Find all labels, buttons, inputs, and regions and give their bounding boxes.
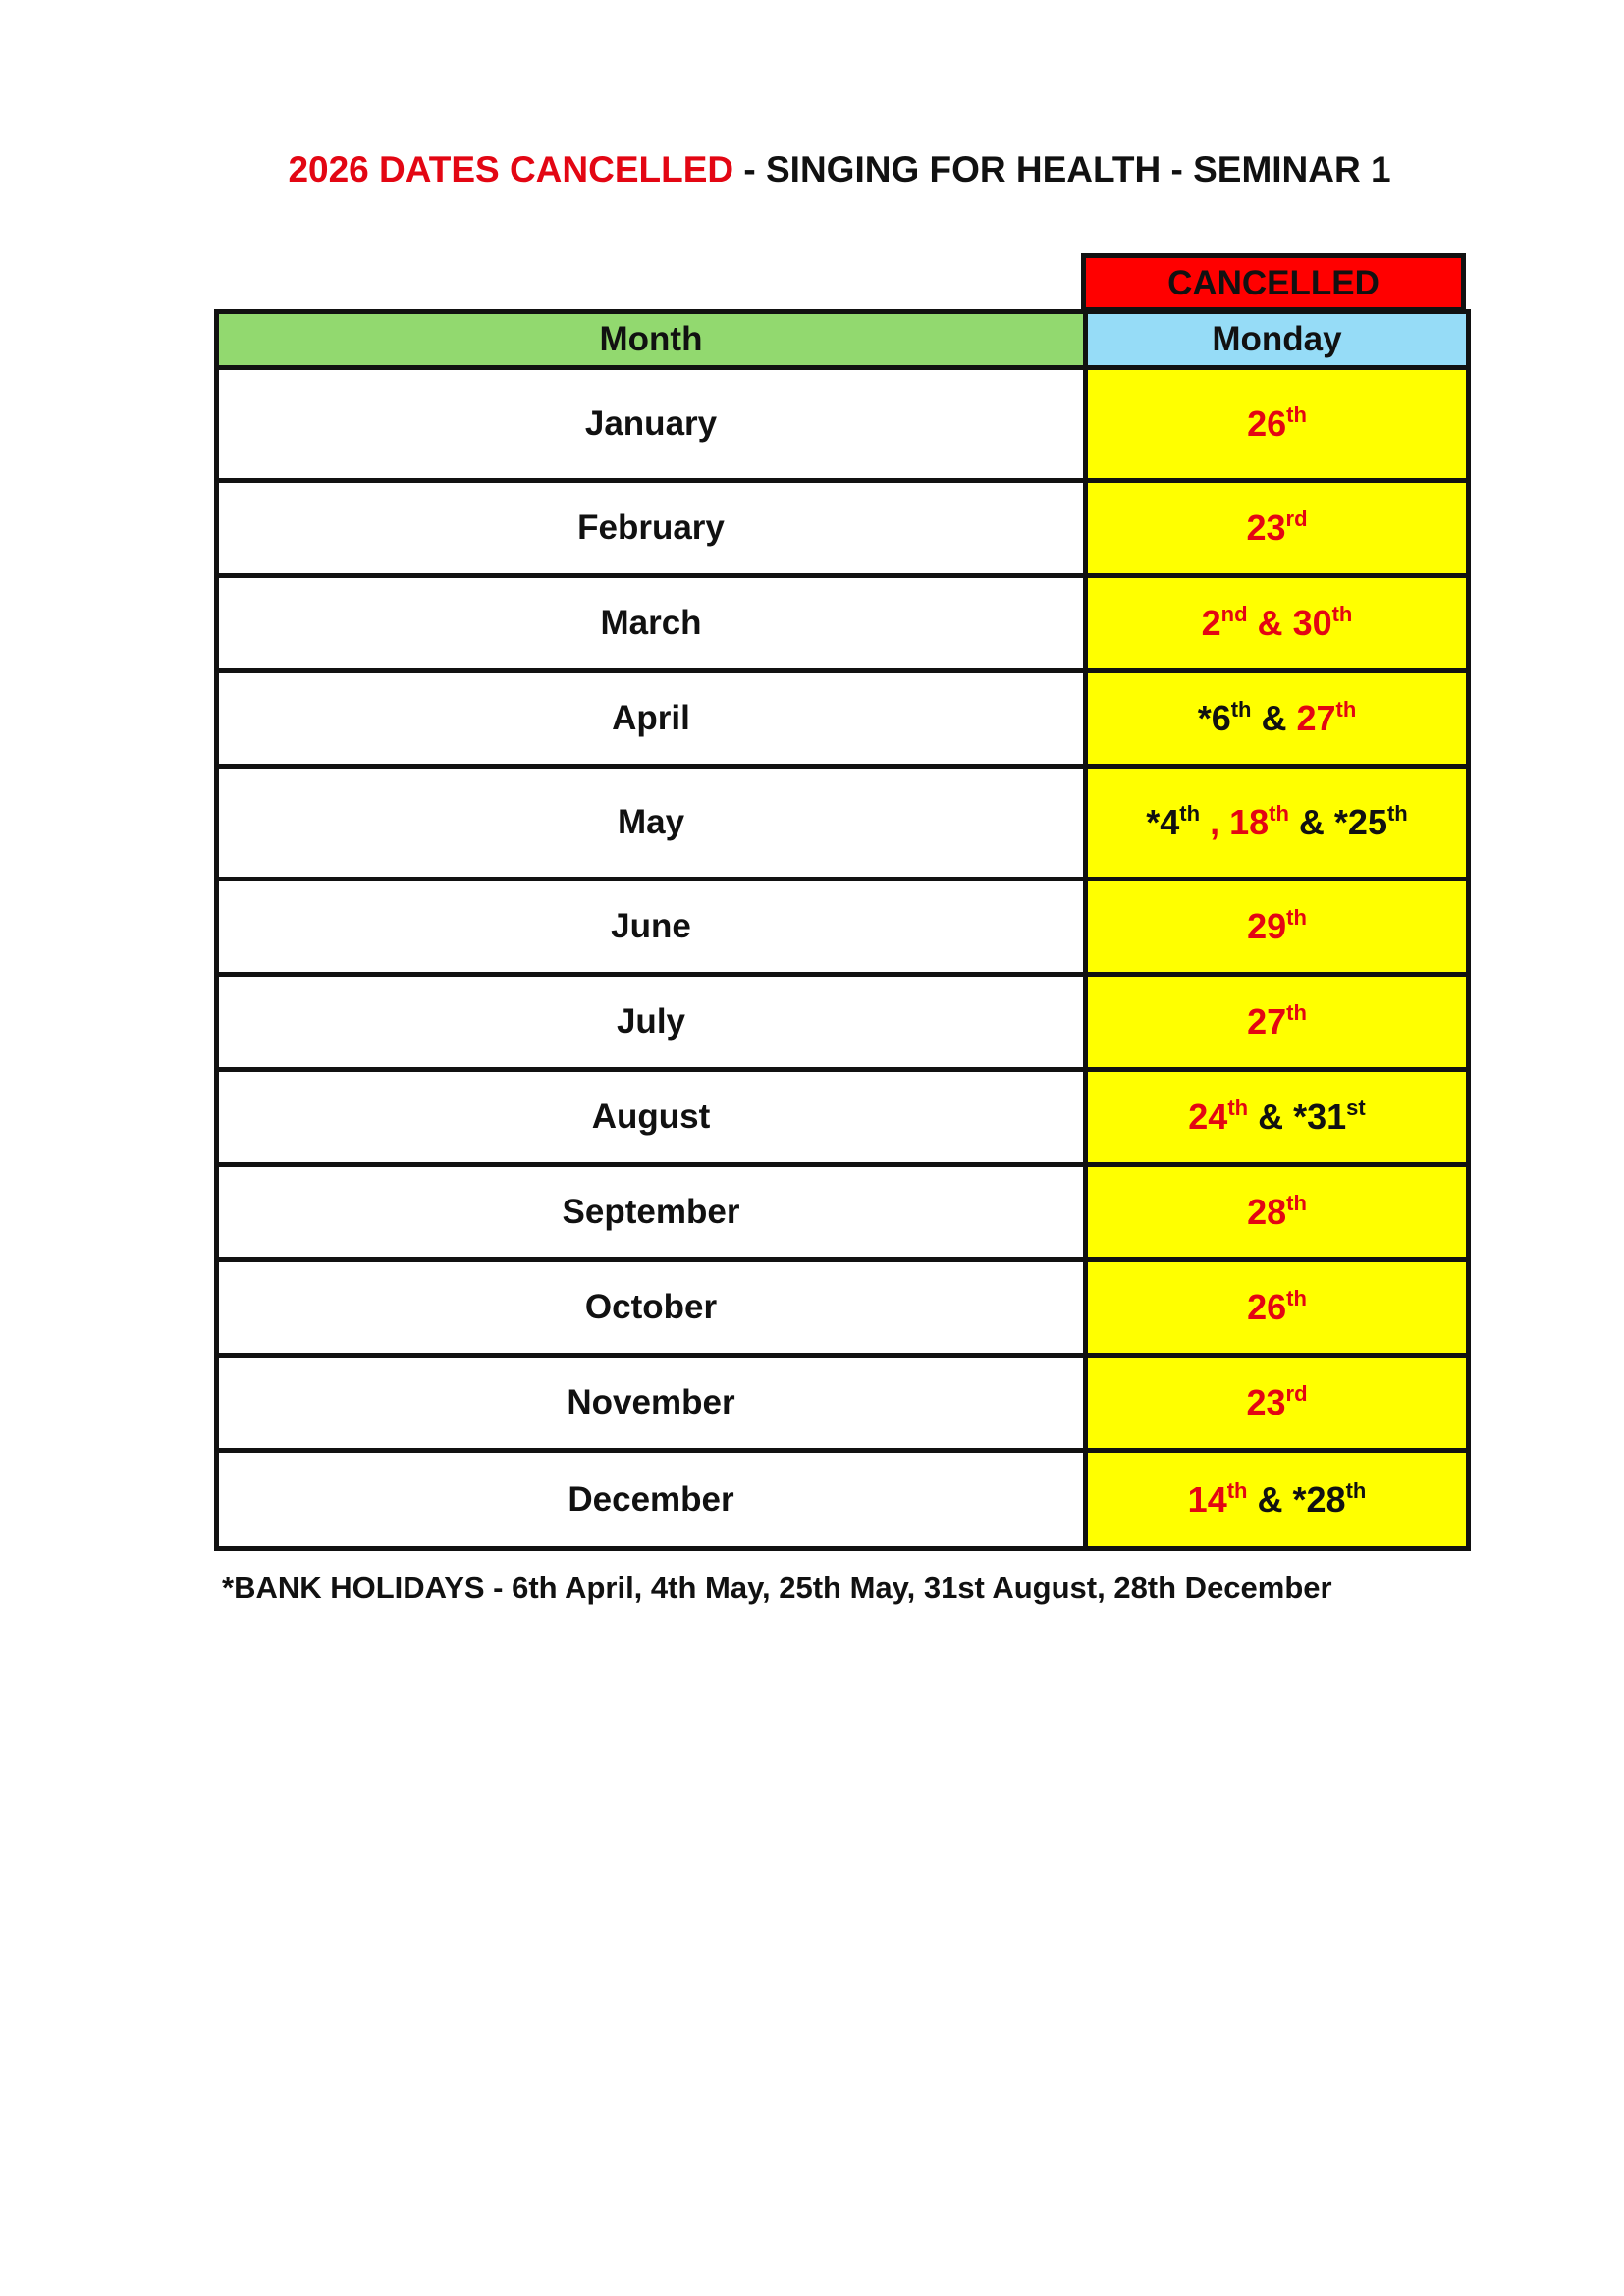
schedule-table [214, 309, 1471, 1551]
month-cell: May [217, 767, 1086, 880]
month-cell: January [217, 368, 1086, 481]
date-separator: & [1247, 1478, 1293, 1520]
table-row [217, 1451, 1469, 1549]
date-value [1247, 403, 1307, 444]
table-row [217, 975, 1469, 1070]
monday-column-header: Monday [1086, 312, 1469, 368]
date-suffix: th [1286, 1000, 1307, 1025]
date-value [1229, 802, 1289, 842]
date-separator: , [1200, 802, 1230, 842]
date-value [1198, 698, 1252, 738]
table-row [217, 1356, 1469, 1451]
title-black-part: - SINGING FOR HEALTH - SEMINAR 1 [733, 149, 1391, 189]
table-row [217, 368, 1469, 481]
date-suffix: nd [1220, 602, 1248, 626]
date-suffix: th [1269, 801, 1289, 826]
date-number: 18 [1229, 802, 1270, 842]
date-value [1293, 603, 1353, 643]
month-cell: August [217, 1070, 1086, 1165]
date-value [1247, 1287, 1307, 1327]
date-number: *25 [1333, 802, 1387, 842]
month-cell: June [217, 880, 1086, 975]
date-value [1247, 1192, 1307, 1232]
month-cell: October [217, 1260, 1086, 1356]
month-cell: December [217, 1451, 1086, 1549]
date-number: 2 [1201, 603, 1221, 643]
date-value [1246, 507, 1307, 548]
date-value [1293, 1479, 1367, 1520]
schedule-table-wrapper [214, 253, 1466, 1520]
date-value [1188, 1096, 1248, 1137]
table-row [217, 481, 1469, 576]
month-cell: April [217, 671, 1086, 767]
cancelled-dates-cell [1086, 671, 1469, 767]
date-suffix: th [1230, 697, 1252, 721]
date-number: 27 [1296, 698, 1336, 738]
cancelled-dates-cell [1086, 1356, 1469, 1451]
date-number: 26 [1247, 1287, 1287, 1327]
date-number: *6 [1197, 698, 1231, 738]
table-row [217, 1070, 1469, 1165]
table-header-row [217, 312, 1469, 368]
date-number: *31 [1293, 1096, 1347, 1137]
table-row [217, 767, 1469, 880]
date-suffix: th [1286, 905, 1307, 930]
date-number: *28 [1292, 1478, 1346, 1520]
date-value [1297, 698, 1357, 738]
date-suffix: th [1386, 801, 1408, 826]
table-row [217, 1260, 1469, 1356]
date-suffix: rd [1285, 1381, 1308, 1406]
month-cell: March [217, 576, 1086, 671]
date-value [1146, 802, 1200, 842]
date-number: 30 [1292, 603, 1332, 643]
date-value [1202, 603, 1248, 643]
date-suffix: th [1227, 1095, 1249, 1120]
date-number: 14 [1187, 1478, 1227, 1520]
month-column-header: Month [217, 312, 1086, 368]
month-cell: February [217, 481, 1086, 576]
table-row [217, 880, 1469, 975]
date-value [1247, 1001, 1307, 1041]
month-cell: September [217, 1165, 1086, 1260]
cancelled-dates-cell [1086, 481, 1469, 576]
month-cell: July [217, 975, 1086, 1070]
bank-holidays-footnote: *BANK HOLIDAYS - 6th April, 4th May, 25th May, 31st August, 28th December [222, 1571, 1332, 1605]
cancelled-header: CANCELLED [1081, 253, 1466, 312]
date-suffix: th [1335, 697, 1357, 721]
date-suffix: th [1345, 1477, 1367, 1503]
date-suffix: th [1179, 801, 1201, 826]
date-number: 26 [1247, 403, 1287, 444]
cancelled-dates-cell [1086, 1070, 1469, 1165]
table-row [217, 1165, 1469, 1260]
date-number: 28 [1247, 1192, 1287, 1232]
cancelled-dates-cell [1086, 880, 1469, 975]
date-separator: & [1288, 802, 1334, 842]
date-suffix: th [1226, 1477, 1248, 1503]
date-number: 29 [1247, 906, 1287, 946]
table-row [217, 671, 1469, 767]
date-separator: & [1247, 603, 1293, 643]
date-value [1334, 802, 1408, 842]
date-value [1188, 1479, 1248, 1520]
table-row [217, 576, 1469, 671]
date-number: 23 [1246, 1382, 1286, 1422]
cancelled-dates-cell [1086, 1260, 1469, 1356]
cancelled-dates-cell [1086, 576, 1469, 671]
date-value [1293, 1096, 1366, 1137]
cancelled-dates-cell [1086, 1165, 1469, 1260]
cancelled-dates-cell [1086, 767, 1469, 880]
date-number: 24 [1188, 1096, 1228, 1137]
cancelled-dates-cell [1086, 975, 1469, 1070]
date-suffix: th [1286, 402, 1307, 427]
date-separator: & [1251, 698, 1297, 738]
date-suffix: st [1346, 1095, 1366, 1120]
page-title [0, 149, 1624, 190]
date-suffix: th [1331, 602, 1353, 626]
date-suffix: rd [1285, 507, 1308, 531]
date-number: 23 [1246, 507, 1286, 548]
date-number: *4 [1146, 802, 1180, 842]
cancelled-dates-cell [1086, 368, 1469, 481]
date-suffix: th [1286, 1191, 1307, 1215]
month-cell: November [217, 1356, 1086, 1451]
date-value [1246, 1382, 1307, 1422]
date-value [1247, 906, 1307, 946]
date-suffix: th [1286, 1286, 1307, 1310]
cancelled-dates-cell [1086, 1451, 1469, 1549]
date-separator: & [1248, 1096, 1294, 1137]
title-red-part: 2026 DATES CANCELLED [288, 149, 734, 189]
date-number: 27 [1247, 1001, 1287, 1041]
